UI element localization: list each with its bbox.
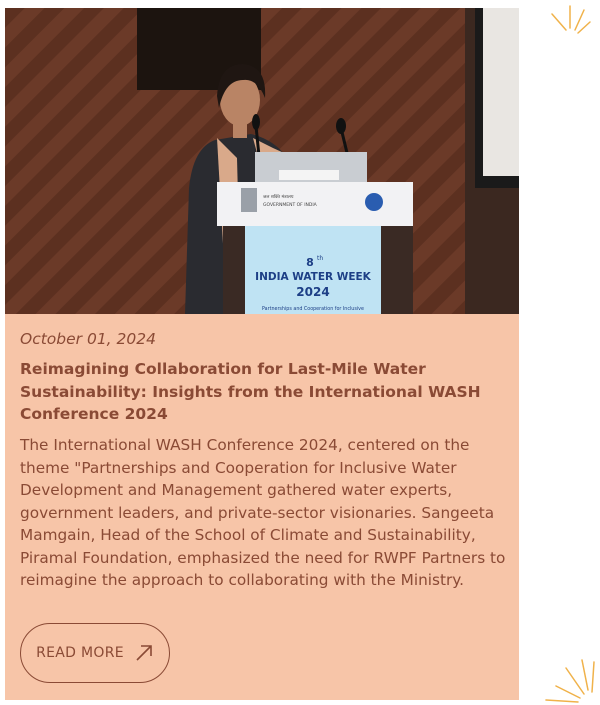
article-photo[interactable] <box>5 8 519 314</box>
sparkle-decoration-icon <box>548 0 598 36</box>
svg-text:2024: 2024 <box>296 285 330 299</box>
article-card[interactable] <box>5 8 519 700</box>
conference-photo <box>5 8 519 314</box>
arrow-up-right-icon <box>134 643 154 663</box>
svg-text:INDIA WATER WEEK: INDIA WATER WEEK <box>255 271 371 283</box>
svg-text:जल शक्ति मंत्रालय: जल शक्ति मंत्रालय <box>263 195 294 200</box>
sparkle-decoration-icon <box>540 652 596 704</box>
article-excerpt: The International WASH Conference 2024, centered on the theme "Partnerships and Cooperation for Inclusive Water Development and Management gathered water experts, government leaders, and private-sector visionaries. Sangeeta Mamgain, Head of the School of Climate and Sustainability, Piramal Foundation, emphasized the need for RWPF Partners to reimagine the approach to collaborating with the Ministry. <box>20 436 506 589</box>
svg-text:Partnerships and Cooperation f: Partnerships and Cooperation for Inclusive <box>262 307 364 312</box>
read-more-button[interactable] <box>20 623 170 683</box>
svg-text:th: th <box>317 255 324 262</box>
svg-text:GOVERNMENT OF INDIA: GOVERNMENT OF INDIA <box>263 203 317 208</box>
article-title[interactable]: Reimagining Collaboration for Last-Mile Water Sustainability: Insights from the International WASH Conference 2024 <box>20 360 481 423</box>
read-more-label: READ MORE <box>36 645 124 661</box>
article-date: October 01, 2024 <box>20 330 156 348</box>
svg-text:8: 8 <box>306 256 314 269</box>
